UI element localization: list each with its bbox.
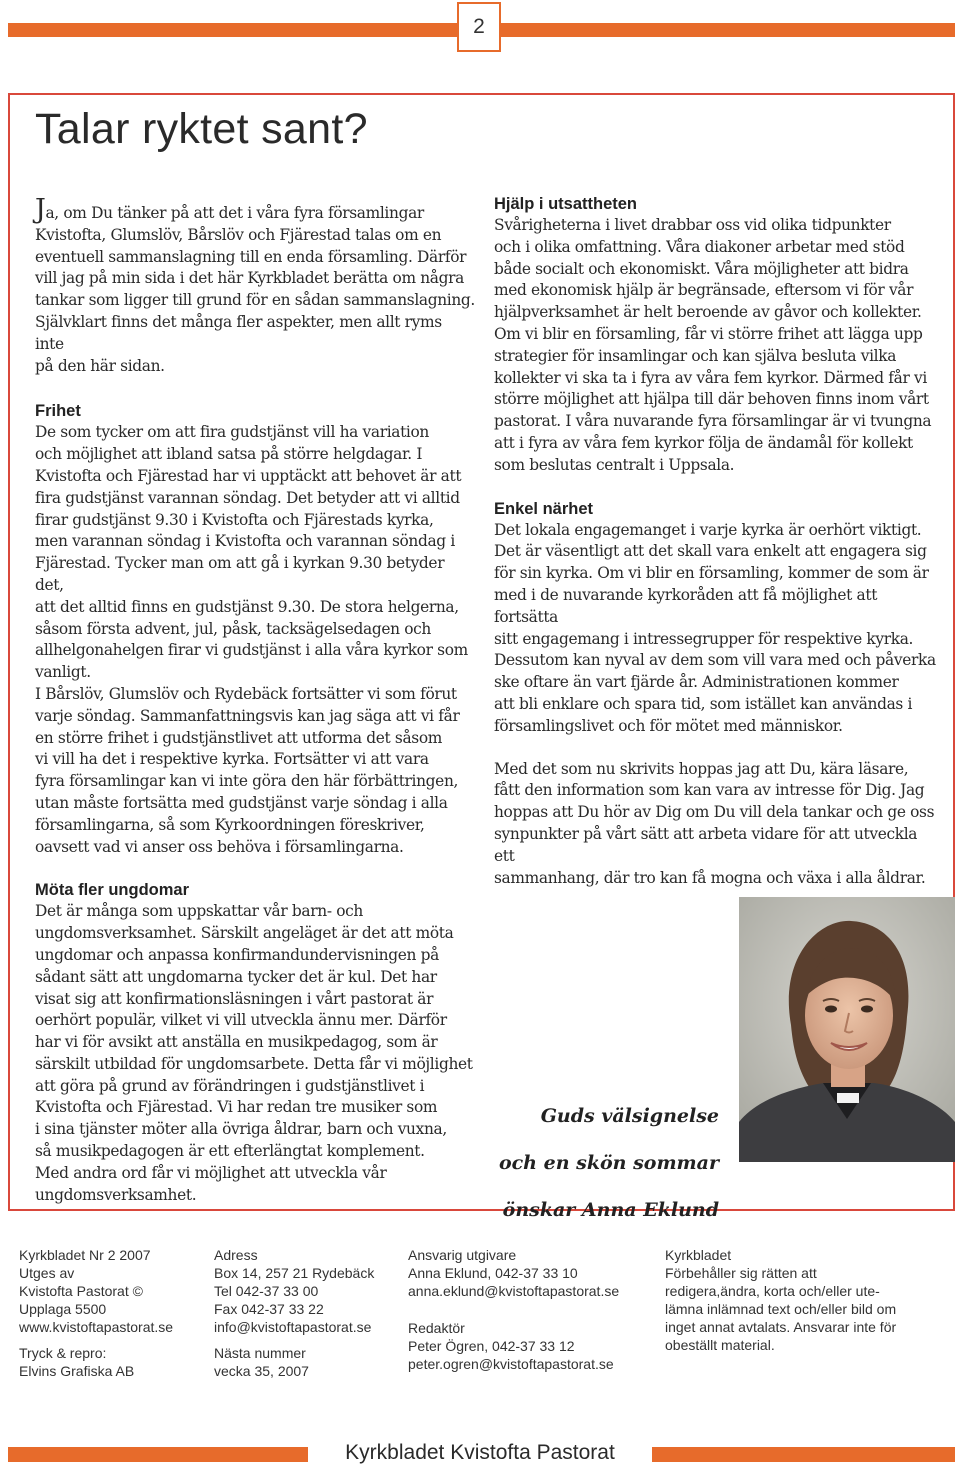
footer-col-disclaimer <box>665 1246 896 1354</box>
text-line: att göra på grund av förändringen i gudstjänstlivet i <box>35 1076 425 1095</box>
portrait-photo <box>739 897 955 1162</box>
text-line: Peter Ögren, 042-37 33 12 <box>408 1338 575 1354</box>
text-line: Kvistofta och Fjärestad har vi upptäckt att behovet är att <box>35 466 462 485</box>
text-line: tankar som ligger till grund för en sådan sammanslagning. <box>35 291 475 310</box>
text-line: pastorat. I våra nuvarande fyra församlingar är vi tvungna <box>494 412 932 431</box>
text-line: Redaktör <box>408 1320 465 1336</box>
text-line: kollekter vi ska ta i fyra av våra fem kyrkor. Därmed får vi <box>494 368 927 387</box>
text-line: Anna Eklund, 042-37 33 10 <box>408 1265 578 1281</box>
text-line: hjälpverksamhet är helt beroende av gåvor och kollekter. <box>494 303 922 322</box>
text-line: församlingslivet och för mötet med människor. <box>494 716 843 735</box>
text-line: utan måste fortsätta med gudstjänst varje söndag i alla <box>35 793 448 812</box>
text-line: inget annat avtalats. Ansvarar inte för <box>665 1319 897 1335</box>
text-line: fått den information som kan vara av intresse för Dig. Jag <box>494 781 925 800</box>
text-line: ungdomsverksamhet. Särskilt angeläget är det att möta <box>35 924 454 943</box>
text-line: redigera,ändra, korta och/eller ute- <box>665 1283 880 1299</box>
portrait-illustration <box>739 897 955 1162</box>
greeting-signature <box>492 1083 719 1243</box>
text-line: Kvistofta, Glumslöv, Bårslöv och Fjärestad talas om en <box>35 225 442 244</box>
text-line: Dessutom kan nyval av dem som vill vara med och påverka <box>494 651 936 670</box>
text-line: och en skön sommar <box>498 1152 719 1174</box>
text-line: www.kvistoftapastorat.se <box>19 1319 174 1335</box>
text-line: oavsett vad vi anser oss behöva i församlingarna. <box>35 837 404 856</box>
text-line: Kvistofta och Fjärestad. Vi har redan tre musiker som <box>35 1098 438 1117</box>
section-heading-ungdomar: Möta fler ungdomar <box>35 881 190 900</box>
text-line: Fax 042-37 33 22 <box>214 1301 324 1317</box>
text-line: Med andra ord får vi möjlighet att utveckla vår <box>35 1163 387 1182</box>
section-heading-hjalp: Hjälp i utsattheten <box>494 195 638 213</box>
text-line: Om vi blir en församling, får vi större frihet att lägga upp <box>494 324 923 343</box>
text-line: att bli enklare och spara tid, som istället kan användas i <box>494 694 913 713</box>
text-line: en större frihet i gudstjänstlivet att utforma det såsom <box>35 728 443 747</box>
text-line: De som tycker om att fira gudstjänst vill ha variation <box>35 423 429 442</box>
text-line: I Bårslöv, Glumslöv och Rydebäck fortsätter vi som förut <box>35 684 457 703</box>
text-line: Adress <box>214 1247 258 1263</box>
footer-col-publication <box>19 1246 173 1380</box>
text-line: med i de nuvarande kyrkoråden att få möjlighet att fortsätta <box>494 585 878 626</box>
text-line: som beslutas centralt i Uppsala. <box>494 455 735 474</box>
text-line: men varannan söndag i Kvistofta och varannan söndag i <box>35 532 455 551</box>
left-column <box>35 194 475 1206</box>
section-heading-narhet: Enkel närhet <box>494 499 594 518</box>
intro-paragraph: Ja, om Du tänker på att det i våra fyra församlingar Kvistofta, Glumslöv, Bårslöv och Fjärestad talas om en eventuell sammanslagning till en enda församling. Därför vill jag på min sida i det här Kyrkbladet berätta om några tankar som ligger till grund för en sådan sammanslagning. Självklart finns det många fler aspekter, men allt ryms inte på den här sidan. <box>35 200 475 377</box>
text-line: för sin kyrka. Om vi blir en församling, kommer de som är <box>494 564 929 583</box>
text-line: sammanhang, där tro kan få mogna och växa i alla åldrar. <box>494 868 926 887</box>
text-line: allhelgonahelgen firar vi gudstjänst i alla våra kyrkor som <box>35 641 468 660</box>
text-line: Fjärestad. Tycker man om att gå i kyrkan 9.30 betyder det, <box>35 554 445 594</box>
text-line: sitt engagemang i intressegrupper för respektive kyrka. <box>494 629 914 648</box>
page-number: 2 <box>457 2 501 52</box>
text-line: Ansvarig utgivare <box>408 1247 517 1263</box>
text-line: Guds välsignelse <box>540 1105 719 1127</box>
text-line: vanligt. <box>35 663 91 682</box>
footer-col-contacts <box>408 1246 619 1373</box>
text-line: att i fyra av våra fem kyrkor följa de ändamål för kollekt <box>494 433 913 452</box>
intro-lines <box>35 225 475 378</box>
text-line: Utges av <box>19 1265 75 1281</box>
text-line: ungdomsverksamhet. <box>35 1185 197 1204</box>
text-line: Upplaga 5500 <box>19 1301 107 1317</box>
text-line: så musikpedagogen är ett efterlängtat komplement. <box>35 1142 425 1161</box>
text-line: hoppas att Du hör av Dig om Du vill dela tankar och ge oss <box>494 803 935 822</box>
text-line: sådant sätt att ungdomarna tycker det är kul. Det har <box>35 967 437 986</box>
header-bar-right <box>501 23 955 37</box>
hjalp-text <box>494 215 939 477</box>
text-line: vi vill ha det i respektive kyrka. Fortsätter vi att vara <box>35 750 429 769</box>
text-line: har vi för avsikt att anställa en musikpedagog, som är <box>35 1033 438 1052</box>
text-line: på den här sidan. <box>35 356 165 375</box>
text-line: oerhört populär, vilket vi vill utveckla ännu mer. Därför <box>35 1011 447 1030</box>
header-bar-left <box>8 23 457 37</box>
text-line: synpunkter på vårt sätt att arbeta vidare för att utveckla ett <box>494 824 918 865</box>
text-line: Kvistofta Pastorat © <box>19 1283 143 1299</box>
text-line: särskilt utbildad för ungdomsarbete. Detta får vi möjlighet <box>35 1054 473 1073</box>
frihet-text <box>35 422 475 858</box>
narhet-text <box>494 520 939 738</box>
right-column <box>494 193 939 889</box>
text-line: såsom första advent, jul, påsk, tacksägelsedagen och <box>35 619 431 638</box>
text-line: fyra församlingar kan vi inte göra den här förbättringen, <box>35 772 459 791</box>
text-line: Det är många som uppskattar vår barn- och <box>35 902 363 921</box>
text-line: firar gudstjänst 9.30 i Kvistofta och Fjärestads kyrka, <box>35 510 434 529</box>
text-line: obeställt material. <box>665 1337 775 1353</box>
text-line: Tel 042-37 33 00 <box>214 1283 319 1299</box>
text-line: strategier för insamlingar och kan själva besluta vilka <box>494 346 897 365</box>
text-line: Det lokala engagemanget i varje kyrka är oerhört viktigt. <box>494 520 922 539</box>
text-line: Med det som nu skrivits hoppas jag att Du, kära läsare, <box>494 759 909 778</box>
text-line: ske oftare än vart fjärde år. Administrationen kommer <box>494 673 899 692</box>
text-line: eventuell sammanslagning till en enda församling. Därför <box>35 247 467 266</box>
text-line: med ekonomisk hjälp är begränsade, eftersom vi för vår <box>494 281 914 300</box>
text-line: i sina tjänster möter alla övriga åldrar, barn och vuxna, <box>35 1120 447 1139</box>
text-line: församlingarna, så som Kyrkoordningen föreskriver, <box>35 815 425 834</box>
text-line: och möjlighet att ibland satsa på större helgdagar. I <box>35 445 423 464</box>
text-line: och i olika omfattning. Våra diakoner arbetar med stöd <box>494 237 905 256</box>
text-line: Självklart finns det många fler aspekter, men allt ryms inte <box>35 312 442 353</box>
article-title: Talar ryktet sant? <box>35 105 368 153</box>
text-line: Svårigheterna i livet drabbar oss vid olika tidpunkter <box>494 216 891 234</box>
footer-title: Kyrkbladet Kvistofta Pastorat <box>345 1441 615 1464</box>
text-line: större möjlighet att hjälpa till där behoven finns inom vårt <box>494 390 929 409</box>
text-line: fira gudstjänst varannan söndag. Det betyder att vi alltid <box>35 488 460 507</box>
text-line: anna.eklund@kvistoftapastorat.se <box>408 1283 620 1299</box>
closing-text <box>494 759 939 890</box>
text-line: Kyrkbladet <box>665 1247 732 1263</box>
text-line: ungdomar och anpassa konfirmandundervisningen på <box>35 945 439 964</box>
text-line: Förbehåller sig rätten att <box>665 1265 817 1281</box>
text-line: Elvins Grafiska AB <box>19 1363 135 1379</box>
section-heading-frihet: Frihet <box>35 402 81 421</box>
text-line: Tryck & repro: <box>19 1345 107 1361</box>
text-line: Det är väsentligt att det skall vara enkelt att engagera sig <box>494 542 927 561</box>
text-line: att det alltid finns en gudstjänst 9.30. De stora helgerna, <box>35 597 459 616</box>
footer-col-address <box>214 1246 374 1380</box>
text-line: peter.ogren@kvistoftapastorat.se <box>408 1356 614 1372</box>
text-line: både socialt och ekonomiskt. Våra möjligheter att bidra <box>494 259 909 278</box>
text-line: lämna inlämnad text och/eller bild om <box>665 1301 897 1317</box>
text-line: Box 14, 257 21 Rydebäck <box>214 1265 375 1281</box>
drop-cap: J <box>35 194 46 225</box>
text-line: visat sig att konfirmationsläsningen i vårt pastorat är <box>35 989 434 1008</box>
text-line: Kyrkbladet Nr 2 2007 <box>19 1247 151 1263</box>
text-line: varje söndag. Sammanfattningsvis kan jag säga att vi får <box>35 706 460 725</box>
text-line: vecka 35, 2007 <box>214 1363 309 1379</box>
text-line: Nästa nummer <box>214 1345 306 1361</box>
ungdomar-text <box>35 901 475 1206</box>
text-line: önskar Anna Eklund <box>502 1199 719 1221</box>
text-line: info@kvistoftapastorat.se <box>214 1319 372 1335</box>
text-line: vill jag på min sida i det här Kyrkbladet berätta om några <box>35 269 464 288</box>
